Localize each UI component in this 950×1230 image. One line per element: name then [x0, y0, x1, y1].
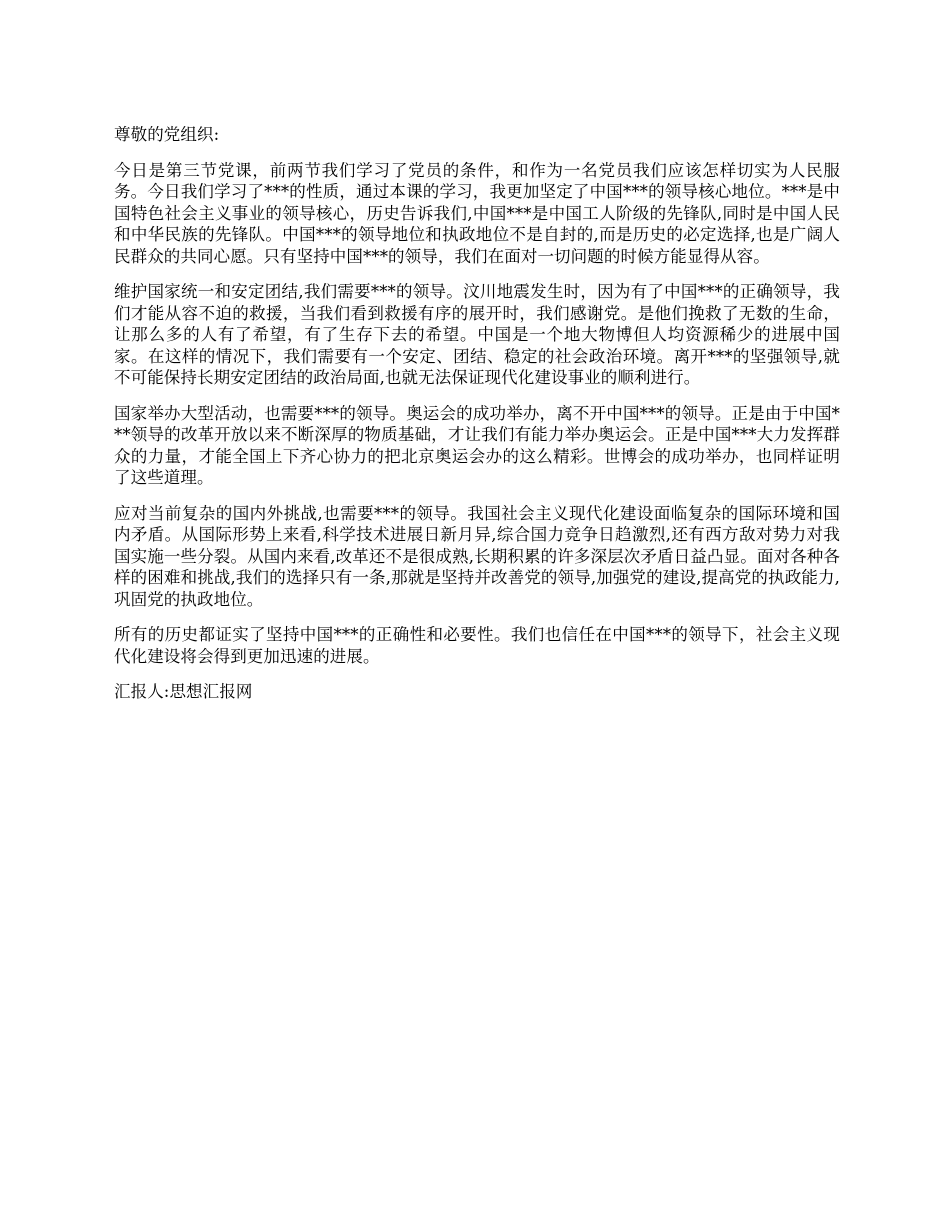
signature: 汇报人:思想汇报网 [114, 682, 253, 701]
paragraph-4: 应对当前复杂的国内外挑战,也需要***的领导。我国社会主义现代化建设面临复杂的国际环境和国内矛盾。从国际形势上来看,科学技术进展日新月异,综合国力竞争日趋激烈,还有西方敌对势力对我国实施一些分裂。从国内来看,改革还不是很成熟,长期积累的许多深层次矛盾日益凸显。面对各种各样的困难和挑战,我们的选择只有一条,那就是坚持并改善党的领导,加强党的建设,提高党的执政能力,巩固党的执政地位。 [114, 503, 840, 609]
salutation: 尊敬的党组织: [114, 125, 220, 144]
paragraph-3: 国家举办大型活动，也需要***的领导。奥运会的成功举办，离不开中国***的领导。正是由于中国***领导的改革开放以来不断深厚的物质基础，才让我们有能力举办奥运会。正是中国***大力发挥群众的力量，才能全国上下齐心协力的把北京奥运会办的这么精彩。世博会的成功举办，也同样证明了这些道理。 [114, 403, 840, 487]
paragraph-2: 维护国家统一和安定团结,我们需要***的领导。汶川地震发生时，因为有了中国***的正确领导，我们才能从容不迫的救援，当我们看到救援有序的展开时，我们感谢党。是他们挽救了无数的生命，让那么多的人有了希望，有了生存下去的希望。中国是一个地大物博但人均资源稀少的进展中国家。在这样的情况下，我们需要有一个安定、团结、稳定的社会政治环境。离开***的坚强领导,就不可能保持长期安定团结的政治局面,也就无法保证现代化建设事业的顺利进行。 [114, 282, 840, 387]
paragraph-1: 今日是第三节党课，前两节我们学习了党员的条件，和作为一名党员我们应该怎样切实为人民服务。今日我们学习了***的性质，通过本课的学习，我更加坚定了中国***的领导核心地位。***是中国特色社会主义事业的领导核心，历史告诉我们,中国***是中国工人阶级的先锋队,同时是中国人民和中华民族的先锋队。中国***的领导地位和执政地位不是自封的,而是历史的必定选择,也是广阔人民群众的共同心愿。只有坚持中国***的领导，我们在面对一切问题的时候方能显得从容。 [114, 160, 840, 266]
document-page [114, 124, 840, 717]
paragraph-5: 所有的历史都证实了坚持中国***的正确性和必要性。我们也信任在中国***的领导下，社会主义现代化建设将会得到更加迅速的进展。 [114, 625, 840, 666]
